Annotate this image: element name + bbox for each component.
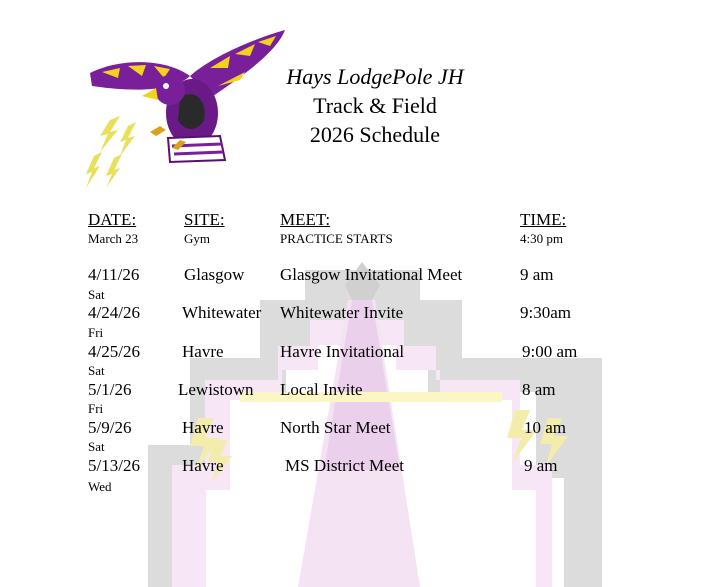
practice-site: Gym [184, 231, 210, 246]
event-day: Sat [88, 439, 105, 454]
event-time: 9 am [524, 456, 558, 475]
school-name: Hays LodgePole JH [286, 64, 464, 89]
event-day: Sat [88, 287, 105, 302]
event-site: Lewistown [178, 380, 254, 399]
schedule-title [250, 62, 500, 149]
event-time: 8 am [522, 380, 556, 399]
event-day: Fri [88, 401, 104, 416]
event-meet: Havre Invitational [280, 342, 405, 361]
event-site: Whitewater [182, 303, 262, 322]
practice-time: 4:30 pm [520, 231, 563, 246]
event-date: 5/9/26 [88, 418, 132, 437]
schedule-year: 2026 Schedule [309, 122, 441, 147]
event-meet: North Star Meet [280, 418, 391, 437]
event-site: Havre [182, 456, 224, 475]
event-time: 10 am [524, 418, 567, 437]
event-site: Havre [182, 342, 224, 361]
event-date: 5/13/26 [88, 456, 140, 475]
event-date: 4/25/26 [88, 342, 140, 361]
event-site: Glasgow [184, 265, 245, 284]
event-time: 9:00 am [522, 342, 578, 361]
event-meet: Glasgow Invitational Meet [280, 265, 463, 284]
column-header-time: TIME: [520, 210, 567, 229]
practice-meet: PRACTICE STARTS [280, 231, 393, 246]
event-site: Havre [182, 418, 224, 437]
event-date: 4/24/26 [88, 303, 140, 322]
event-day: Sat [88, 363, 105, 378]
column-header-site: SITE: [184, 210, 225, 229]
event-date: 5/1/26 [88, 380, 132, 399]
event-day: Fri [88, 325, 104, 340]
event-time: 9 am [520, 265, 554, 284]
sport-name: Track & Field [313, 93, 437, 118]
column-header-date: DATE: [88, 210, 137, 229]
practice-date: March 23 [88, 231, 139, 246]
event-time: 9:30am [520, 303, 571, 322]
event-meet: Whitewater Invite [280, 303, 404, 322]
event-meet: Local Invite [280, 380, 363, 399]
event-day: Wed [88, 479, 112, 494]
event-date: 4/11/26 [88, 265, 140, 284]
event-meet: MS District Meet [285, 456, 404, 475]
column-header-meet: MEET: [280, 210, 331, 229]
